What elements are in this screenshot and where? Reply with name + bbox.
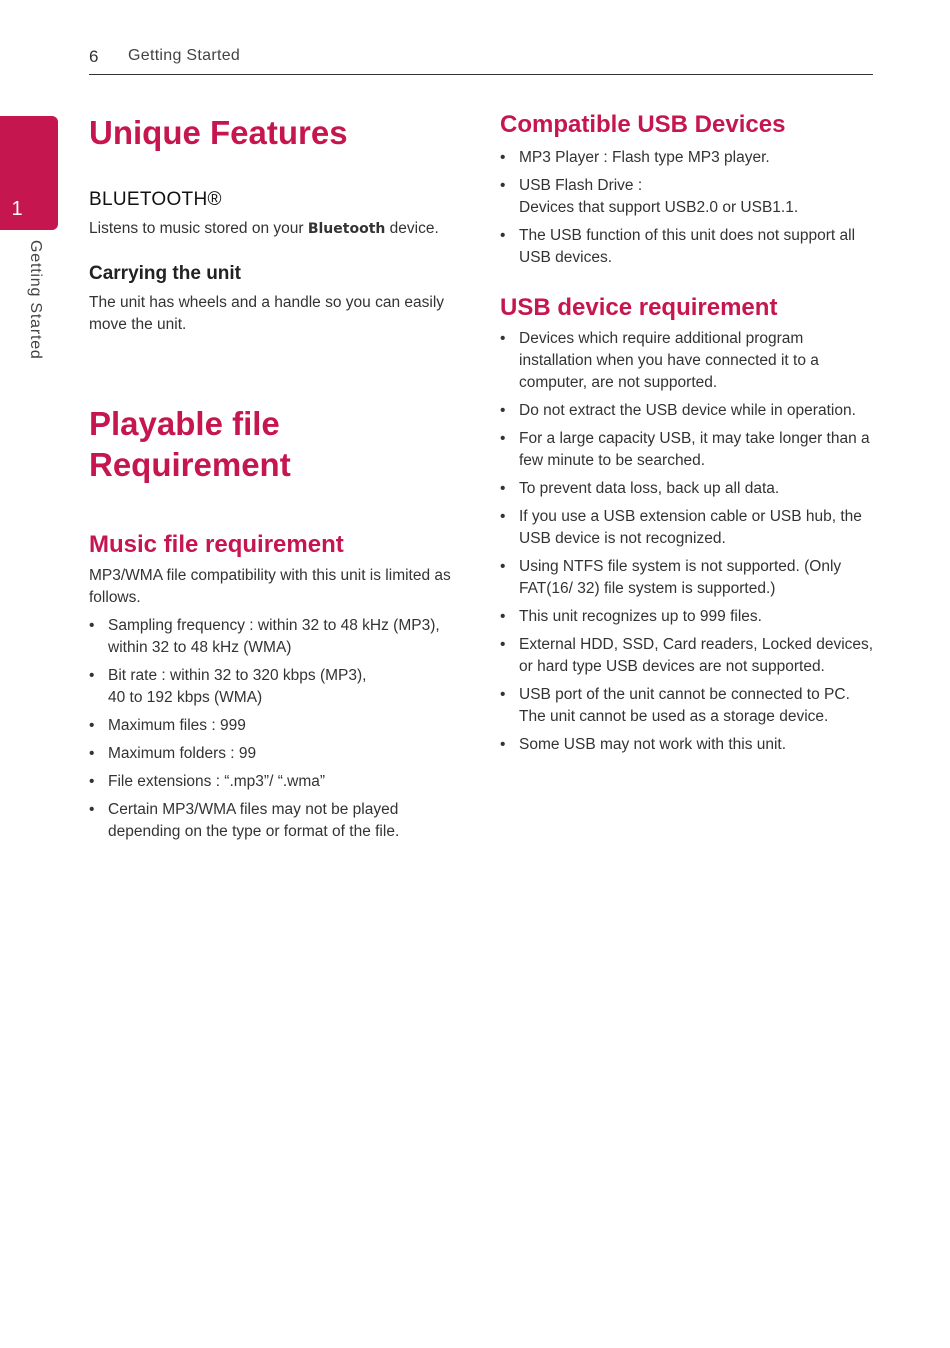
list-item: • USB Flash Drive : Devices that support USB2.0 or USB1.1. [500,175,875,219]
carrying-heading: Carrying the unit [89,263,242,284]
chapter-number: 1 [11,198,23,220]
bluetooth-text-end: device. [385,220,439,237]
bluetooth-text [89,218,459,240]
list-item: • Do not extract the USB device while in operation. [500,400,875,422]
usb-requirement-heading: USB device requirement [500,294,778,321]
left-column [89,108,459,849]
music-file-intro: MP3/WMA file compatibility with this unit is limited as follows. [89,567,451,606]
unique-features-title: Unique Features [89,114,348,151]
list-item: • Maximum folders : 99 [89,743,459,765]
list-item: • If you use a USB extension cable or USB hub, the USB device is not recognized. [500,506,875,550]
bluetooth-text-start: Listens to music stored on your [89,220,308,237]
chapter-tab [0,116,58,230]
list-item: • Devices which require additional program installation when you have connected it to a computer, are not supported. [500,328,875,394]
compatible-usb-heading: Compatible USB Devices [500,111,786,138]
list-item: • Some USB may not work with this unit. [500,734,875,756]
running-header: Getting Started [128,47,241,64]
list-item: • Bit rate : within 32 to 320 kbps (MP3), 40 to 192 kbps (WMA) [89,665,459,709]
playable-title-line2: Requirement [89,446,291,483]
list-item: • Sampling frequency : within 32 to 48 kHz (MP3), within 32 to 48 kHz (WMA) [89,615,459,659]
music-file-list [89,615,459,843]
list-item: • External HDD, SSD, Card readers, Locked devices, or hard type USB devices are not supported. [500,634,875,678]
chapter-label: Getting Started [27,240,44,360]
list-item: • Certain MP3/WMA files may not be played depending on the type or format of the file. [89,799,459,843]
usb-requirement-list [500,328,875,756]
list-item: • This unit recognizes up to 999 files. [500,606,875,628]
list-item: • MP3 Player : Flash type MP3 player. [500,147,875,169]
compatible-usb-list [500,147,875,269]
bluetooth-heading: BLUETOOTH® [89,189,222,210]
list-item: • To prevent data loss, back up all data. [500,478,875,500]
list-item: • USB port of the unit cannot be connected to PC. The unit cannot be used as a storage device. [500,684,875,728]
bluetooth-brand: Bluetooth [307,221,386,237]
playable-title-line1: Playable file [89,405,280,442]
page-number: 6 [89,47,99,66]
list-item: • Maximum files : 999 [89,715,459,737]
music-file-heading: Music file requirement [89,531,344,558]
carrying-text: The unit has wheels and a handle so you can easily move the unit. [89,294,445,333]
list-item: • For a large capacity USB, it may take longer than a few minute to be searched. [500,428,875,472]
playable-title [89,403,459,485]
right-column [500,108,875,762]
list-item: • Using NTFS file system is not supported. (Only FAT(16/ 32) file system is supported.) [500,556,875,600]
list-item: • File extensions : “.mp3”/ “.wma” [89,771,459,793]
list-item: • The USB function of this unit does not support all USB devices. [500,225,875,269]
header-divider [89,74,873,75]
